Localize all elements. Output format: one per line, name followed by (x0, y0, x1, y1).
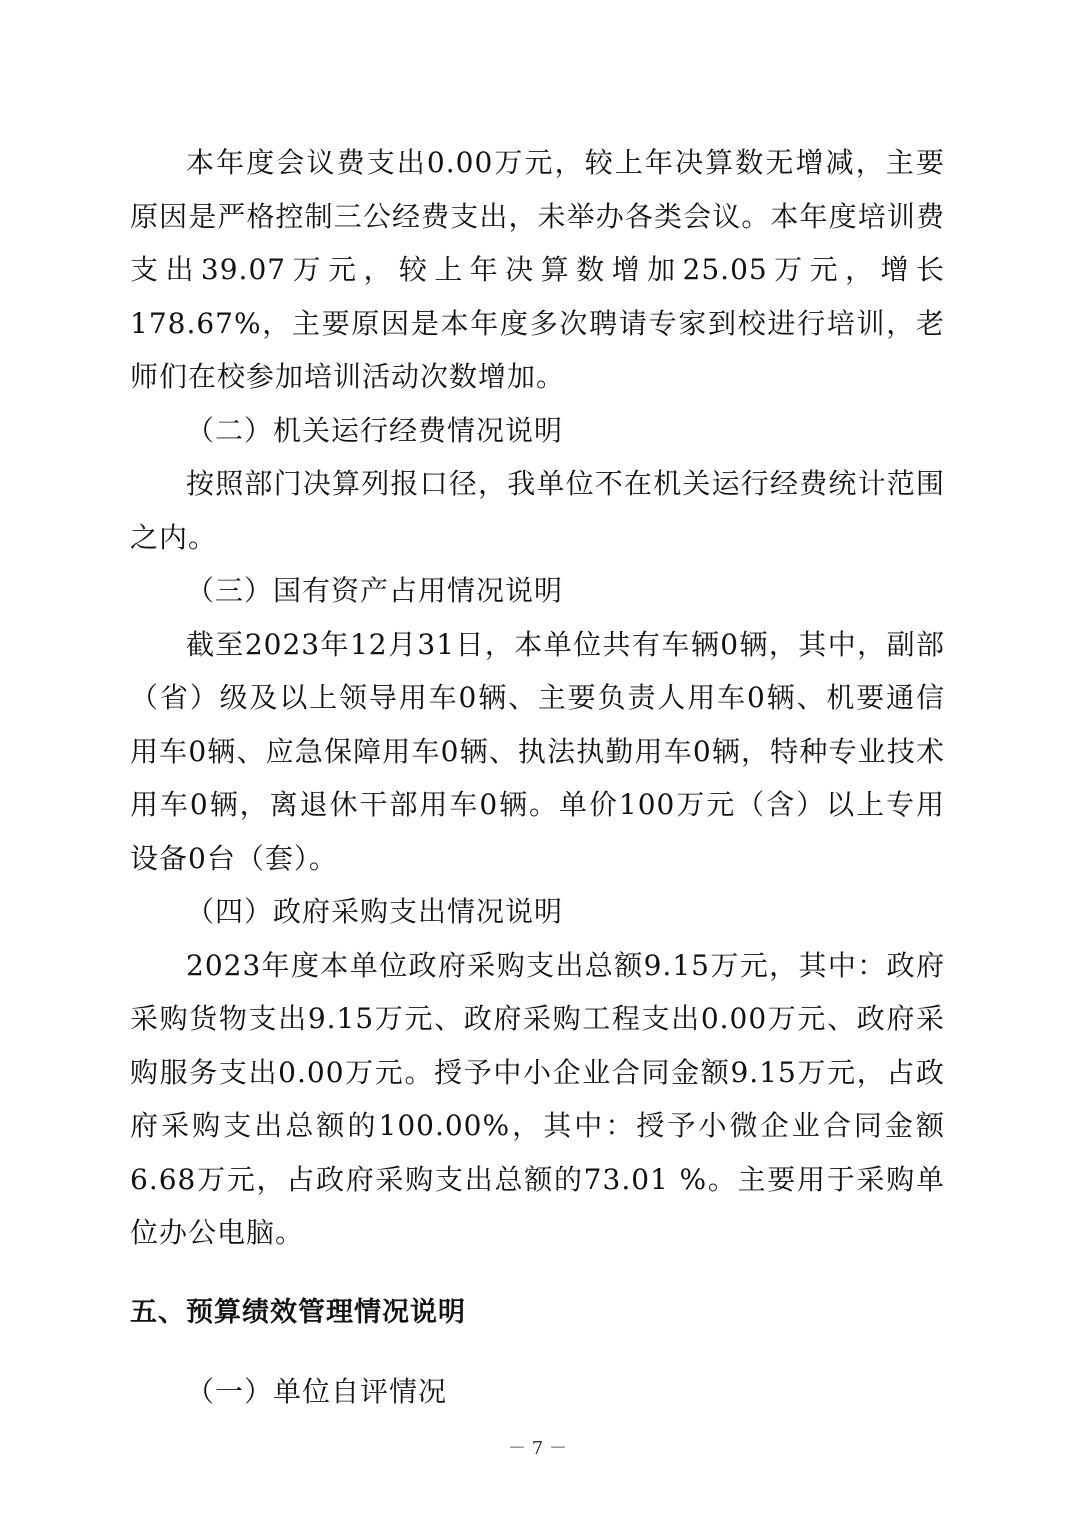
state-assets-paragraph: 截至2023年12月31日，本单位共有车辆0辆，其中，副部（省）级及以上领导用车0辆、主要负责人用车0辆、机要通信用车0辆、应急保障用车0辆、执法执勤用车0辆，特种专业技术用车0辆，离退休干部用车0辆。单价100万元（含）以上专用设备0台（套）。 (130, 627, 945, 875)
procurement-heading: （四）政府采购支出情况说明 (186, 895, 564, 928)
org-running-heading: （二）机关运行经费情况说明 (186, 413, 564, 447)
org-running-paragraph: 按照部门决算列报口径，我单位不在机关运行经费统计范围之内。 (130, 467, 945, 554)
self-eval-heading: （一）单位自评情况 (186, 1375, 448, 1408)
meeting-training-paragraph: 本年度会议费支出0.00万元，较上年决算数无增减，主要原因是严格控制三公经费支出，未举办各类会议。本年度培训费支出39.07万元，较上年决算数增加25.05万元，增长178.67%，主要原因是本年度多次聘请专家到校进行培训，老师们在校参加培训活动次数增加。 (130, 146, 945, 393)
document-page (130, 136, 945, 1419)
page-number: － 7 － (508, 1438, 567, 1459)
section-five-heading: 五、预算绩效管理情况说明 (130, 1296, 466, 1328)
state-assets-heading: （三）国有资产占用情况说明 (186, 574, 564, 607)
procurement-paragraph: 2023年度本单位政府采购支出总额9.15万元，其中：政府采购货物支出9.15万元、政府采购工程支出0.00万元、政府采购服务支出0.00万元。授予中小企业合同金额9.15万元，占政府采购支出总额的100.00%，其中：授予小微企业合同金额6.68万元，占政府采购支出总额的73.01 %。主要用于采购单位办公电脑。 (130, 948, 945, 1249)
